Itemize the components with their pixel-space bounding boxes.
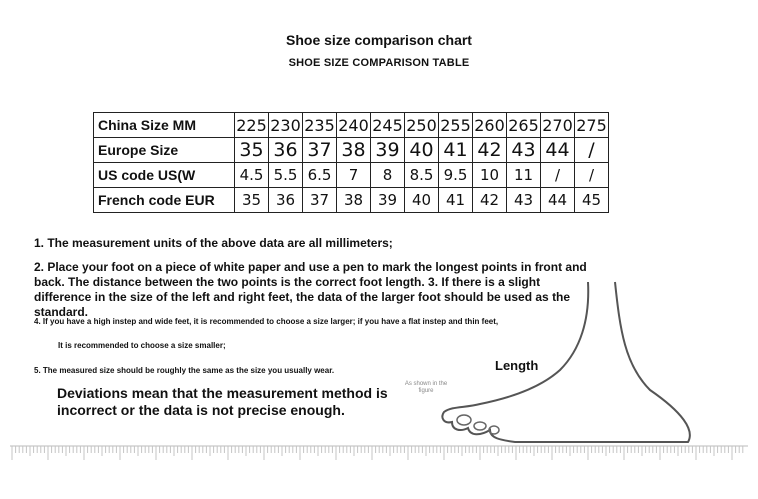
table-cell: 255 — [439, 113, 473, 138]
table-cell: 44 — [541, 188, 575, 213]
table-cell: 43 — [507, 188, 541, 213]
row-label: Europe Size — [94, 138, 235, 163]
row-label: China Size MM — [94, 113, 235, 138]
figure-caption: As shown in the figure — [404, 381, 448, 394]
table-row-china — [94, 113, 609, 138]
table-cell: 43 — [507, 138, 541, 163]
note-deviation: Deviations mean that the measurement method is incorrect or the data is not precise enough. — [57, 385, 388, 418]
note-usual-size: 5. The measured size should be roughly the same as the size you usually wear. — [34, 366, 335, 375]
table-cell: 260 — [473, 113, 507, 138]
table-cell: 245 — [371, 113, 405, 138]
table-cell: 11 — [507, 163, 541, 188]
table-cell: 5.5 — [269, 163, 303, 188]
table-cell: 37 — [303, 138, 337, 163]
note-instep-continued: It is recommended to choose a size smaller; — [58, 341, 226, 350]
ruler-scale — [0, 442, 758, 466]
table-cell: 7 — [337, 163, 371, 188]
table-cell: 230 — [269, 113, 303, 138]
length-label: Length — [495, 358, 539, 373]
table-row-us — [94, 163, 609, 188]
table-cell: 225 — [235, 113, 269, 138]
table-cell: 35 — [235, 188, 269, 213]
table-cell: 42 — [473, 188, 507, 213]
row-label: French code EUR — [94, 188, 235, 213]
table-cell: 38 — [337, 188, 371, 213]
table-cell: 40 — [405, 188, 439, 213]
table-cell: 6.5 — [303, 163, 337, 188]
note-measure-method: 2. Place your foot on a piece of white paper and use a pen to mark the longest points in front and back. The distance between the two points is the correct foot length. 3. If there is a slight difference in the size of the left and right feet, the data of the larger foot should be used as the standard. — [34, 260, 587, 319]
table-cell: 41 — [439, 138, 473, 163]
table-cell: 42 — [473, 138, 507, 163]
table-cell: / — [575, 138, 609, 163]
table-cell: 9.5 — [439, 163, 473, 188]
table-cell: 240 — [337, 113, 371, 138]
table-cell: 40 — [405, 138, 439, 163]
table-cell: / — [541, 163, 575, 188]
table-cell: 265 — [507, 113, 541, 138]
table-cell: 235 — [303, 113, 337, 138]
table-cell: 270 — [541, 113, 575, 138]
table-cell: 39 — [371, 138, 405, 163]
table-cell: 250 — [405, 113, 439, 138]
table-cell: 4.5 — [235, 163, 269, 188]
table-cell: 35 — [235, 138, 269, 163]
chart-title: Shoe size comparison chart — [286, 32, 472, 48]
table-cell: 36 — [269, 138, 303, 163]
chart-subtitle: SHOE SIZE COMPARISON TABLE — [288, 57, 470, 69]
table-cell: 37 — [303, 188, 337, 213]
row-label: US code US(W — [94, 163, 235, 188]
note-instep: 4. If you have a high instep and wide feet, it is recommended to choose a size larger; if you have a flat instep and thin feet, — [34, 317, 499, 326]
foot-outline-icon — [420, 270, 740, 450]
table-row-europe — [94, 138, 609, 163]
table-cell: 45 — [575, 188, 609, 213]
table-cell: 41 — [439, 188, 473, 213]
table-cell: 38 — [337, 138, 371, 163]
table-cell: / — [575, 163, 609, 188]
table-cell: 36 — [269, 188, 303, 213]
table-row-french — [94, 188, 609, 213]
note-units: 1. The measurement units of the above data are all millimeters; — [34, 236, 393, 250]
size-table — [93, 112, 609, 213]
table-cell: 39 — [371, 188, 405, 213]
table-cell: 8.5 — [405, 163, 439, 188]
table-cell: 44 — [541, 138, 575, 163]
table-cell: 8 — [371, 163, 405, 188]
table-cell: 10 — [473, 163, 507, 188]
table-cell: 275 — [575, 113, 609, 138]
